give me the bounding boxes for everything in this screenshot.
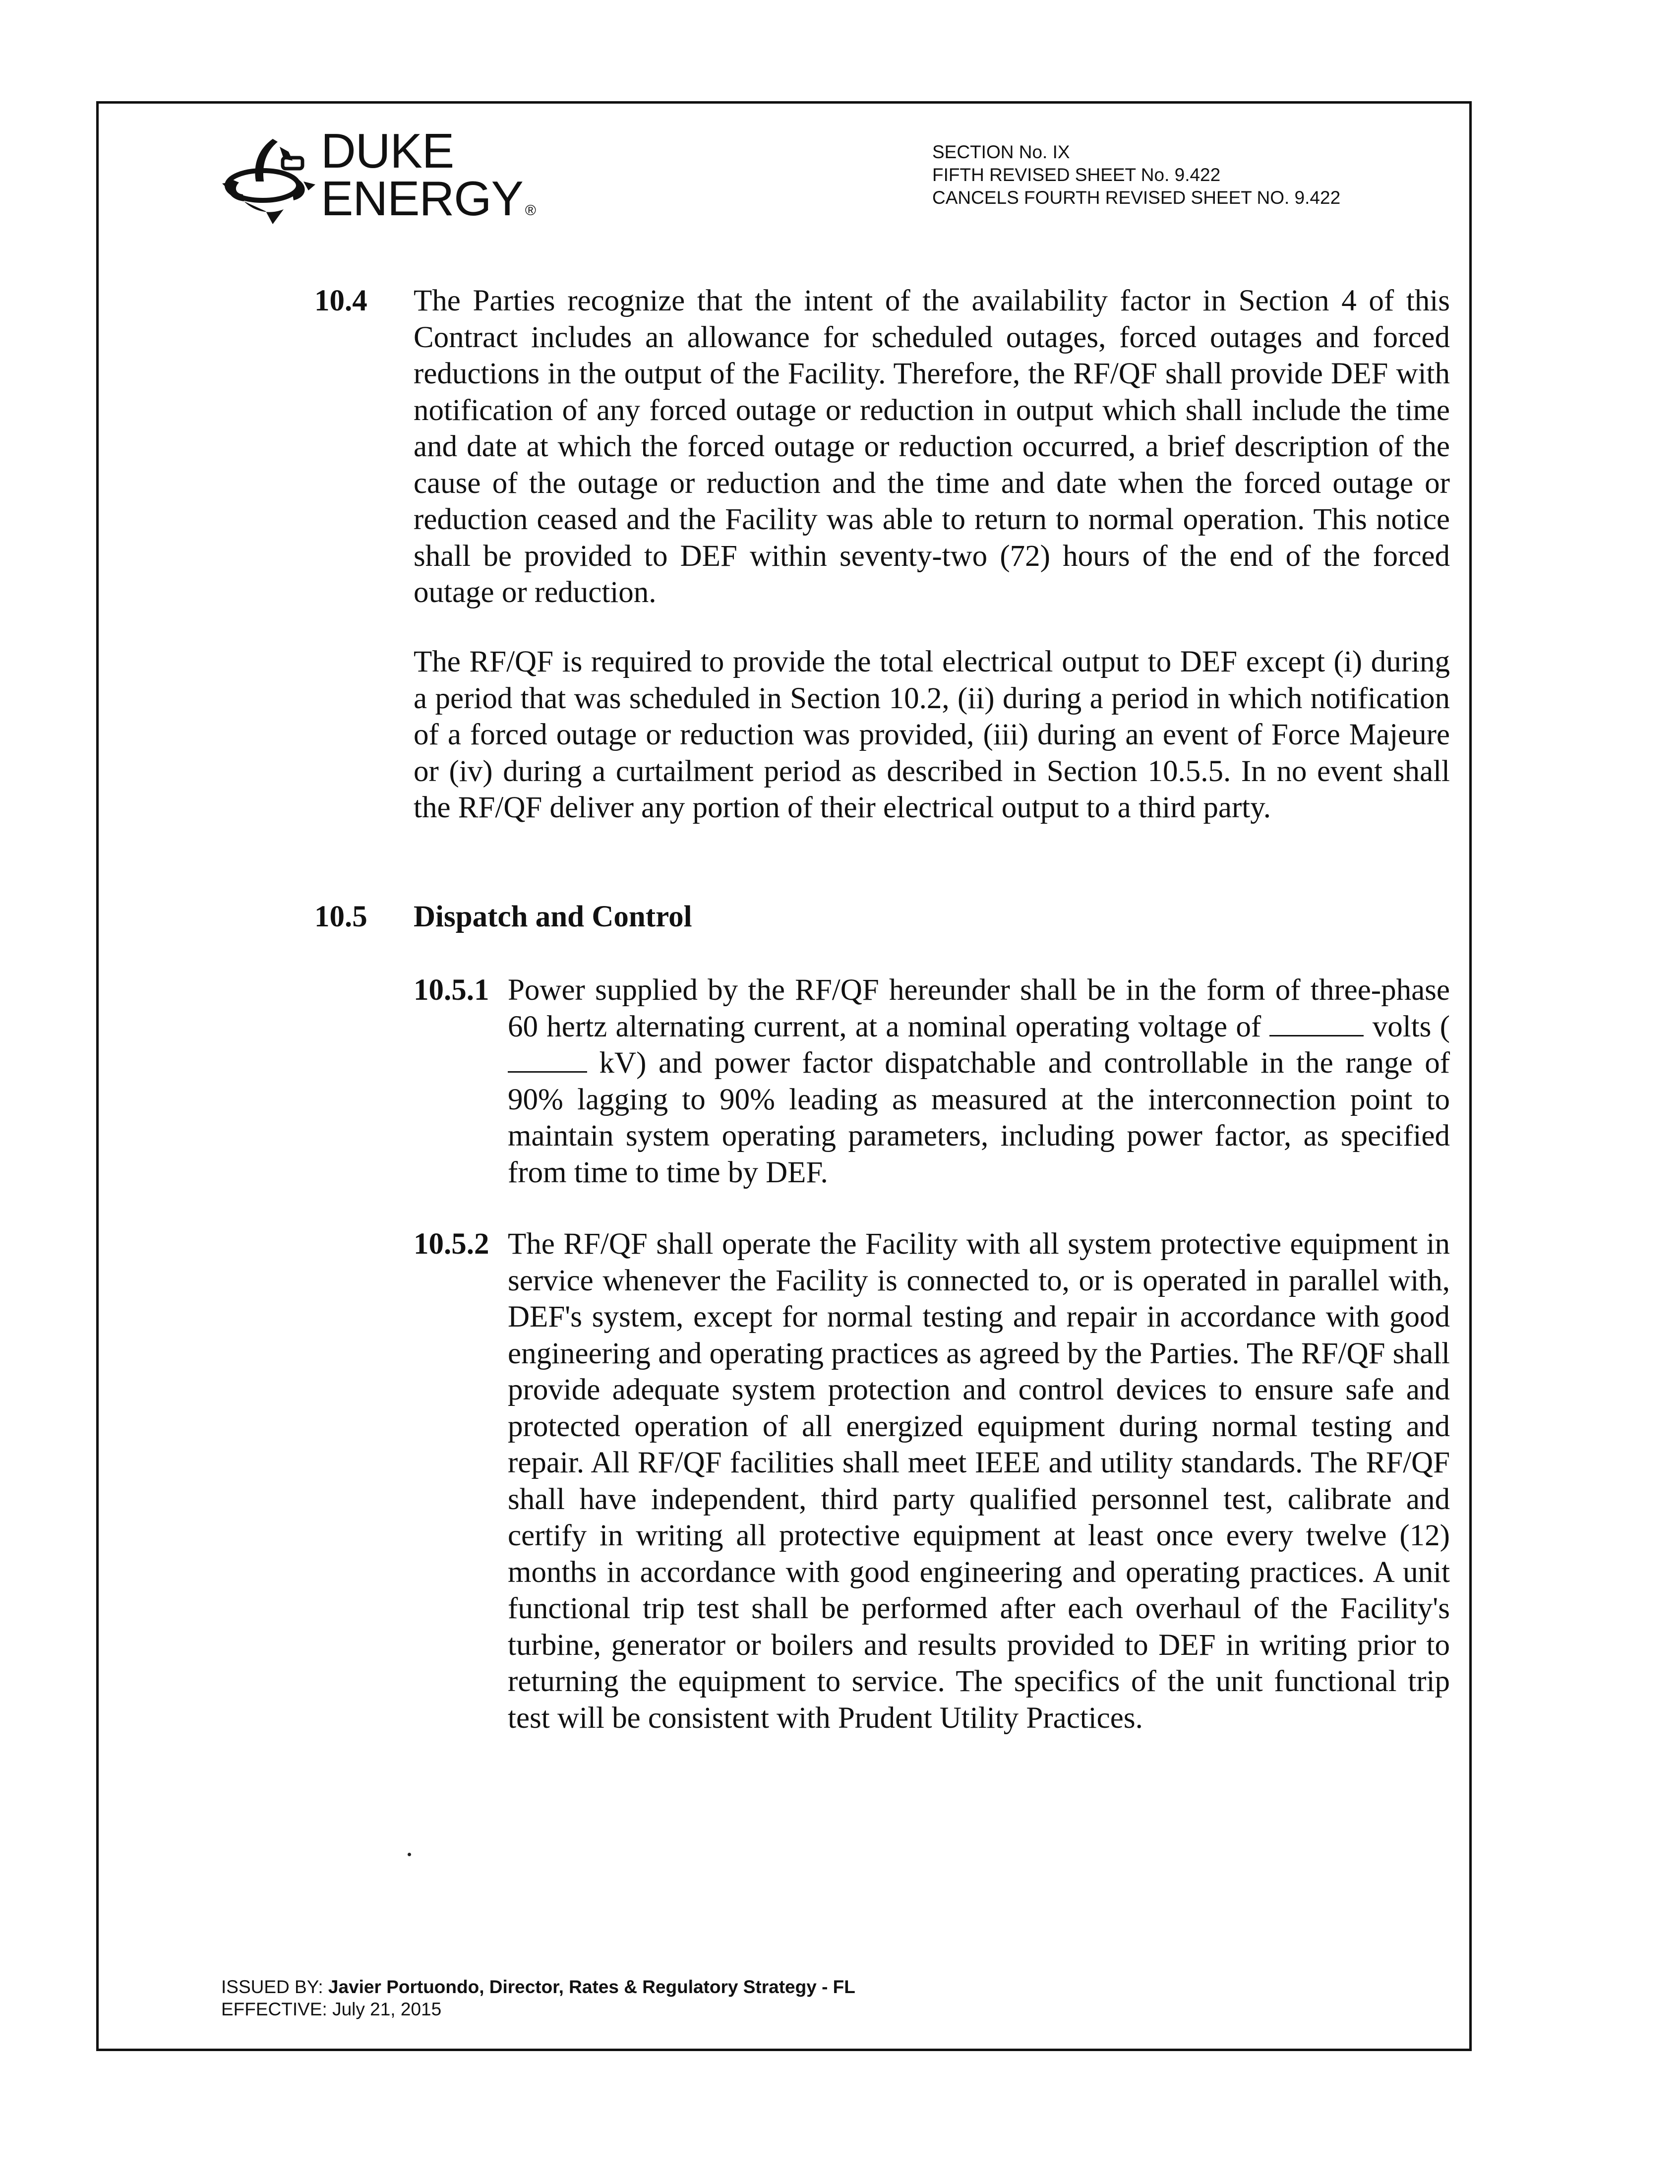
sheet-info — [932, 141, 1340, 209]
section-10-5-1-text-c: kV) and power factor dispatchable and controllable in the range of 90% lagging to 90% leading as measured at the interconnection point to maintain system operating parameters, including power factor, as specified from time to time by DEF. — [508, 1046, 1450, 1189]
revision-sheet: FIFTH REVISED SHEET No. 9.422 — [932, 165, 1221, 185]
registered-mark: ® — [525, 202, 536, 219]
voltage-volts-blank[interactable] — [1269, 1010, 1364, 1036]
section-10-5-1-number: 10.5.1 — [414, 973, 489, 1007]
section-10-5-2-paragraph: The RF/QF shall operate the Facility with all system protective equipment in service whenever the Facility is connected to, or is operated in parallel with, DEF's system, except for normal testing and repair in accordance with good engineering and operating practices as agreed by the Parties. The RF/QF shall provide adequate system protection and control devices to ensure safe and protected operation of all energized equipment during normal testing and repair. All RF/QF facilities shall meet IEEE and utility standards. The RF/QF shall have independent, third party qualified personnel test, calibrate and certify in writing all protective equipment at least once every twelve (12) months in accordance with good engineering and operating practices. A unit functional trip test shall be performed after each overhaul of the Facility's turbine, generator or boilers and results provided to DEF in writing prior to returning the equipment to service. The specifics of the unit functional trip test will be consistent with Prudent Utility Practices. — [508, 1227, 1450, 1735]
section-number: SECTION No. IX — [932, 142, 1070, 162]
logo-line2: ENERGY — [321, 171, 523, 226]
logo-line1: DUKE — [321, 123, 454, 178]
footer — [221, 1976, 855, 2020]
cancels-sheet: CANCELS FOURTH REVISED SHEET NO. 9.422 — [932, 187, 1341, 208]
voltage-kv-blank[interactable] — [508, 1046, 587, 1073]
section-10-5-heading: Dispatch and Control — [414, 900, 692, 933]
section-10-4-paragraph-1: The Parties recognize that the intent of the availability factor in Section 4 of this Contract includes an allowance for scheduled outages, forced outages and forced reductions in the output of the Facility. Therefore, the RF/QF shall provide DEF with notification of any forced outage or reduction in output which shall include the time and date at which the forced outage or reduction occurred, a brief description of the cause of the outage or reduction and the time and date when the forced outage or reduction ceased and the Facility was able to return to normal operation. This notice shall be provided to DEF within seventy-two (72) hours of the end of the forced outage or reduction. — [414, 284, 1450, 609]
effective-date: July 21, 2015 — [332, 1999, 442, 2019]
issued-by-label: ISSUED BY: — [221, 1977, 328, 1997]
section-10-5-1-text-a: Power supplied by the RF/QF hereunder shall be in the form of three-phase 60 hertz alternating current, at a nominal operating voltage of — [508, 973, 1450, 1043]
effective-label: EFFECTIVE: — [221, 1999, 333, 2019]
section-10-4-number: 10.4 — [314, 284, 367, 317]
logo-wordmark — [321, 123, 536, 235]
section-10-5-1-paragraph — [508, 972, 1450, 1191]
section-10-4-paragraph-2: The RF/QF is required to provide the total electrical output to DEF except (i) during a period that was scheduled in Section 10.2, (ii) during a period in which notification of a forced outage or reduction was provided, (iii) during an event of Force Majeure or (iv) during a curtailment period as described in Section 10.5.5. In no event shall the RF/QF deliver any portion of their electrical output to a third party. — [414, 645, 1450, 824]
duke-energy-logo-icon — [214, 132, 323, 231]
section-10-5-2-number: 10.5.2 — [414, 1227, 489, 1261]
section-10-5-1-text-b: volts ( — [1372, 1010, 1450, 1043]
issued-by-value: Javier Portuondo, Director, Rates & Regulatory Strategy - FL — [328, 1977, 855, 1997]
duke-energy-logo — [214, 123, 536, 241]
section-10-5-number: 10.5 — [314, 900, 367, 933]
stray-mark — [408, 1853, 411, 1856]
